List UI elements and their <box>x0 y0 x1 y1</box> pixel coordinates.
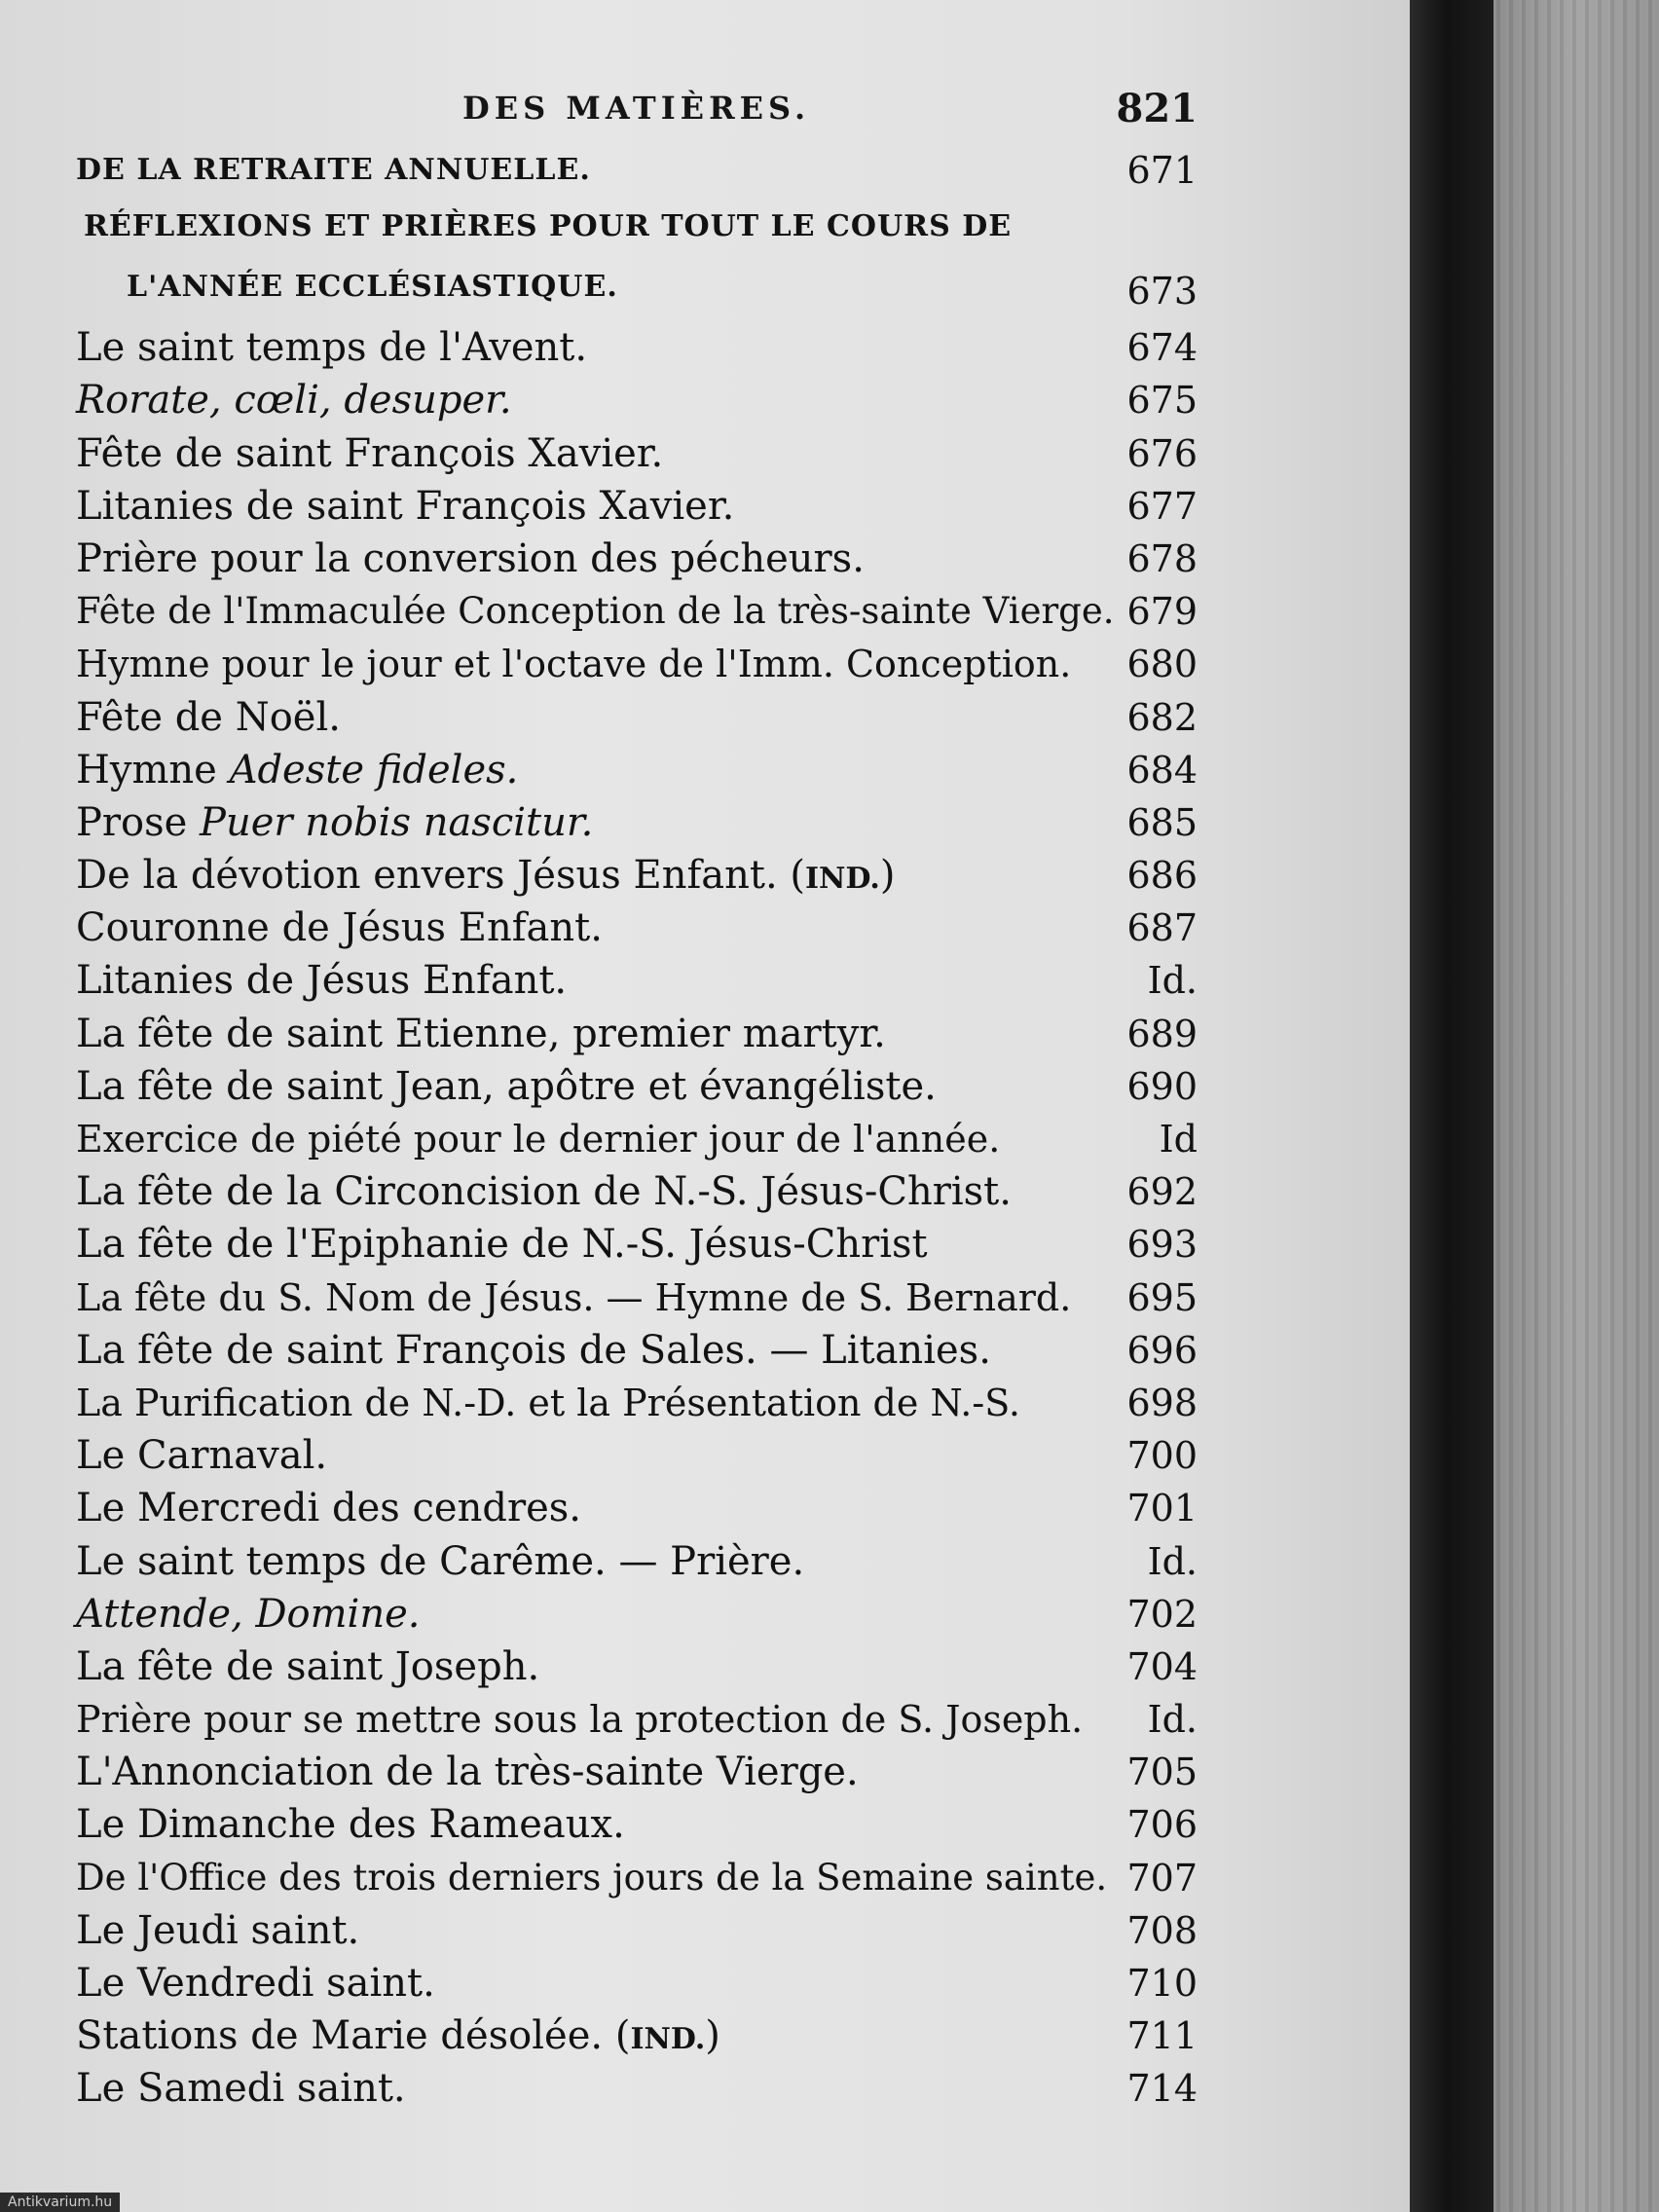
toc-entry-page: 706 <box>1126 1803 1198 1847</box>
toc-entry-title: Hymne pour le jour et l'octave de l'Imm. Conception. <box>76 643 1072 686</box>
toc-entry-title: De l'Office des trois derniers jours de la Semaine sainte. <box>76 1856 1108 1899</box>
toc-entry <box>76 849 1198 902</box>
watermark: Antikvarium.hu <box>0 2193 120 2212</box>
toc-entry-page: 674 <box>1126 326 1198 370</box>
toc-entry-title: La fête de saint Jean, apôtre et évangéliste. <box>76 1063 937 1109</box>
page-number: 821 <box>1116 86 1198 131</box>
toc-entry-page: 678 <box>1126 536 1198 580</box>
toc-entry-title: Attende, Domine. <box>76 1591 421 1637</box>
toc-entry-page: 677 <box>1126 484 1198 528</box>
toc-entry-title: Fête de Noël. <box>76 694 341 740</box>
toc-entry-title: Litanies de saint François Xavier. <box>76 483 735 529</box>
toc-entry-page: 682 <box>1126 695 1198 739</box>
toc-entry <box>76 427 1198 480</box>
toc-entry-page: 696 <box>1126 1328 1198 1372</box>
wooden-background <box>1493 0 1659 2212</box>
toc-entry-title: Fête de saint François Xavier. <box>76 430 664 476</box>
toc-entry <box>76 1588 1198 1641</box>
toc-entry-page: 714 <box>1126 2067 1198 2111</box>
toc-entry-page: 710 <box>1126 1962 1198 2005</box>
toc-entry <box>76 744 1198 796</box>
toc-entry-title: L'Annonciation de la très-sainte Vierge. <box>76 1750 859 1795</box>
toc-entry <box>76 2062 1198 2115</box>
toc-entry-title: La fête de saint François de Sales. — Litanies. <box>76 1327 991 1373</box>
toc-entry <box>76 1272 1198 1324</box>
toc-entry <box>76 1482 1198 1534</box>
running-title: DES MATIÈRES. <box>462 90 811 127</box>
toc-entry-title: Le Dimanche des Rameaux. <box>76 1802 625 1848</box>
toc-entry-page: 705 <box>1126 1751 1198 1794</box>
toc-entry <box>76 1429 1198 1482</box>
toc-entry <box>76 1008 1198 1060</box>
toc-entry <box>76 1535 1198 1588</box>
toc-entry <box>76 638 1198 690</box>
toc-entry <box>76 321 1198 374</box>
toc-entry-page: 700 <box>1126 1434 1198 1478</box>
toc-entry-title: La fête du S. Nom de Jésus. — Hymne de S. Bernard. <box>76 1275 1072 1319</box>
toc-entry-title: Prière pour se mettre sous la protection de S. Joseph. <box>76 1698 1084 1742</box>
toc-entry <box>76 1957 1198 2009</box>
toc-entry <box>76 1798 1198 1851</box>
toc-entry-title: Fête de l'Immaculée Conception de la très-sainte Vierge. <box>76 590 1115 633</box>
toc-entry <box>76 1060 1198 1113</box>
toc-entry-page: 695 <box>1126 1275 1198 1319</box>
toc-entry-page: 671 <box>1126 149 1198 192</box>
toc-entry-title: La fête de saint Joseph. <box>76 1643 540 1689</box>
toc-entry-title: Prière pour la conversion des pécheurs. <box>76 535 865 581</box>
toc-entry-page: 684 <box>1126 748 1198 792</box>
toc-entry-page: 690 <box>1126 1064 1198 1108</box>
toc-entry-title: Prose Puer nobis nascitur. <box>76 799 594 845</box>
toc-entry-page: 680 <box>1126 643 1198 686</box>
toc-entry <box>76 1904 1198 1957</box>
toc-entry-page: 708 <box>1126 1908 1198 1952</box>
toc-entry-title: Le Vendredi saint. <box>76 1961 435 2006</box>
toc-entry-page: 711 <box>1126 2014 1198 2058</box>
toc-entry <box>76 1641 1198 1693</box>
page-header <box>78 86 1198 132</box>
toc-entry-title: La fête de la Circoncision de N.-S. Jésus-Christ. <box>76 1169 1012 1215</box>
toc-entry <box>76 902 1198 954</box>
toc-entry-title: Exercice de piété pour le dernier jour de l'année. <box>76 1118 1001 1161</box>
toc-entry-page: 693 <box>1126 1223 1198 1267</box>
toc-entry <box>76 1377 1198 1429</box>
toc-entry-page: 676 <box>1126 431 1198 475</box>
toc-entry-title: Le saint temps de l'Avent. <box>76 325 588 371</box>
toc-entry <box>76 1746 1198 1798</box>
toc-entry <box>76 796 1198 849</box>
toc-entry <box>76 1324 1198 1377</box>
table-of-contents <box>76 144 1198 2116</box>
toc-entry <box>76 1218 1198 1271</box>
toc-entry-page: 701 <box>1126 1487 1198 1530</box>
toc-entry-page: 704 <box>1126 1644 1198 1688</box>
toc-entry-page: Id. <box>1147 1698 1198 1742</box>
toc-entry <box>76 480 1198 533</box>
toc-entry-page: 702 <box>1126 1592 1198 1636</box>
toc-entry-page: 687 <box>1126 906 1198 950</box>
toc-entry-title: La fête de saint Etienne, premier martyr. <box>76 1011 886 1056</box>
toc-entry-title: Rorate, cœli, desuper. <box>76 378 512 424</box>
toc-entry-page: 675 <box>1126 379 1198 423</box>
toc-entry-title: Hymne Adeste fideles. <box>76 747 519 793</box>
toc-entry <box>76 1113 1198 1165</box>
toc-entry-page: 689 <box>1126 1012 1198 1055</box>
toc-entry <box>76 533 1198 585</box>
toc-entry-title: RÉFLEXIONS ET PRIÈRES POUR TOUT LE COURS DE L'ANNÉE ECCLÉSIASTIQUE. <box>84 209 1013 305</box>
toc-entry <box>76 585 1198 638</box>
toc-entry-title: Stations de Marie désolée. (IND.) <box>76 2013 720 2059</box>
toc-entry-page: Id. <box>1147 1539 1198 1583</box>
toc-entry-title: De la dévotion envers Jésus Enfant. (IND.) <box>76 853 896 899</box>
toc-entry-title: Le Mercredi des cendres. <box>76 1486 582 1531</box>
toc-entry-page: 707 <box>1126 1856 1198 1899</box>
toc-entry-page: Id. <box>1147 959 1198 1003</box>
book-spine-edge <box>1410 0 1493 2212</box>
toc-entry-page: 686 <box>1126 854 1198 898</box>
toc-entry-page: 692 <box>1126 1170 1198 1214</box>
toc-entry <box>76 197 1198 321</box>
toc-entry-title: La fête de l'Epiphanie de N.-S. Jésus-Christ <box>76 1222 928 1268</box>
toc-entry-title: Couronne de Jésus Enfant. <box>76 905 603 951</box>
toc-entry-title: Le Carnaval. <box>76 1433 328 1479</box>
toc-entry-title: Litanies de Jésus Enfant. <box>76 958 568 1004</box>
toc-entry-title: DE LA RETRAITE ANNUELLE. <box>76 153 591 187</box>
toc-entry-title: Le saint temps de Carême. — Prière. <box>76 1538 805 1584</box>
toc-entry <box>76 374 1198 426</box>
toc-entry-page: 673 <box>1126 270 1198 313</box>
toc-entry <box>76 144 1198 197</box>
toc-entry <box>76 691 1198 744</box>
toc-entry-page: 679 <box>1126 590 1198 634</box>
toc-entry <box>76 2009 1198 2062</box>
toc-entry-page: 685 <box>1126 800 1198 844</box>
toc-entry <box>76 1693 1198 1746</box>
toc-entry-title: La Purification de N.-D. et la Présentation de N.-S. <box>76 1381 1020 1424</box>
toc-entry <box>76 1165 1198 1218</box>
toc-entry <box>76 954 1198 1007</box>
toc-entry <box>76 1852 1198 1904</box>
toc-entry-page: 698 <box>1126 1381 1198 1424</box>
toc-entry-title: Le Jeudi saint. <box>76 1907 360 1953</box>
toc-entry-page: Id <box>1159 1118 1198 1161</box>
toc-entry-title: Le Samedi saint. <box>76 2066 406 2112</box>
